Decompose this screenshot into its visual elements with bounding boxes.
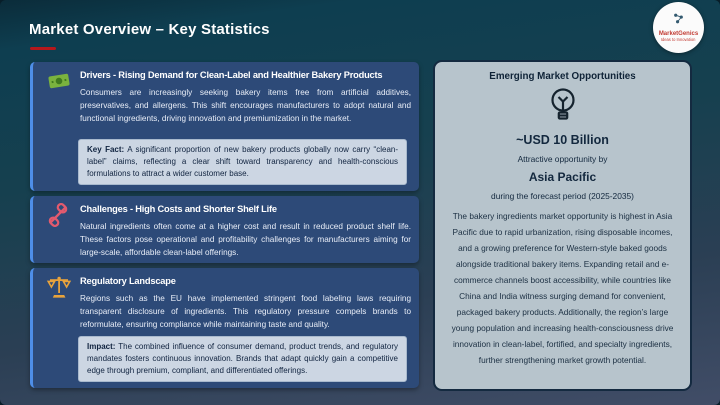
drivers-body: Consumers are increasingly seeking bakery items free from artificial additives, preservatives, and allergens. This shift encourages manufacturers to adopt natural and functional ingredients, driving innovation and premiumization in the market. <box>80 88 411 123</box>
challenges-title: Challenges - High Costs and Shorter Shelf Life <box>80 204 277 214</box>
drivers-title: Drivers - Rising Demand for Clean-Label and Healthier Bakery Products <box>80 70 383 80</box>
impact-text: The combined influence of consumer demand, product trends, and regulatory mandates fosters continuous innovation. Brands that adapt quickly gain a competitive edge through premium, compliant, and differentiated offerings. <box>87 342 398 375</box>
opportunity-period: during the forecast period (2025-2035) <box>491 191 634 201</box>
challenges-body: Natural ingredients often come at a higher cost and result in reduced product shelf life. These factors pose operational and profitability challenges for manufacturers aiming for large-scale, affordable clean-label offerings. <box>80 222 411 257</box>
opportunity-card <box>433 60 692 391</box>
lightbulb-icon <box>546 86 580 131</box>
scales-icon <box>46 275 72 299</box>
regulatory-panel <box>30 268 419 388</box>
opportunity-region: Asia Pacific <box>528 170 597 184</box>
impact-label: Impact: <box>87 342 116 351</box>
opportunity-subtitle: Attractive opportunity by <box>517 154 608 164</box>
molecule-icon <box>671 12 686 30</box>
money-icon <box>46 69 72 93</box>
brand-name: MarketGenics <box>658 31 699 37</box>
key-fact-label: Key Fact: <box>87 145 125 154</box>
impact-callout <box>78 336 407 382</box>
opportunity-title: Emerging Market Opportunities <box>489 71 636 82</box>
drivers-panel <box>30 62 419 191</box>
title-underline <box>30 47 56 50</box>
opportunity-description: The bakery ingredients market opportunity is highest in Asia Pacific due to rapid urbanization, rising disposable incomes, and a growing preference for Western-style baked goods alongside traditional bakery items. Expanding retail and e-commerce channels boost accessibility, while countries like China and India witness surging demand for convenient, packaged bakery products. Additionally, the region’s large young population and increasing health-consciousness drive innovation in clean-label, fortified, and specialty ingredients, further strengthening market growth potential. <box>451 211 674 365</box>
key-fact-callout <box>78 139 407 185</box>
regulatory-body: Regions such as the EU have implemented stringent food labeling laws requiring transparent disclosure of ingredients. This regulatory pressure compels brands to reformulate, ensuring compliance while maintaining taste and quality. <box>80 294 411 329</box>
page-title: Market Overview – Key Statistics <box>29 21 270 38</box>
brand-tagline: Ideas to Innovation <box>661 37 696 43</box>
key-fact-text: A significant proportion of new bakery products globally now carry “clean-label” claims, reflecting a clear shift toward transparency and health-conscious formulations to attract a wider customer base. <box>87 145 399 178</box>
broken-link-icon <box>46 203 72 227</box>
brand-logo <box>653 2 704 53</box>
challenges-panel <box>30 196 419 263</box>
regulatory-title: Regulatory Landscape <box>80 276 176 286</box>
opportunity-value: ~USD 10 Billion <box>516 133 609 147</box>
